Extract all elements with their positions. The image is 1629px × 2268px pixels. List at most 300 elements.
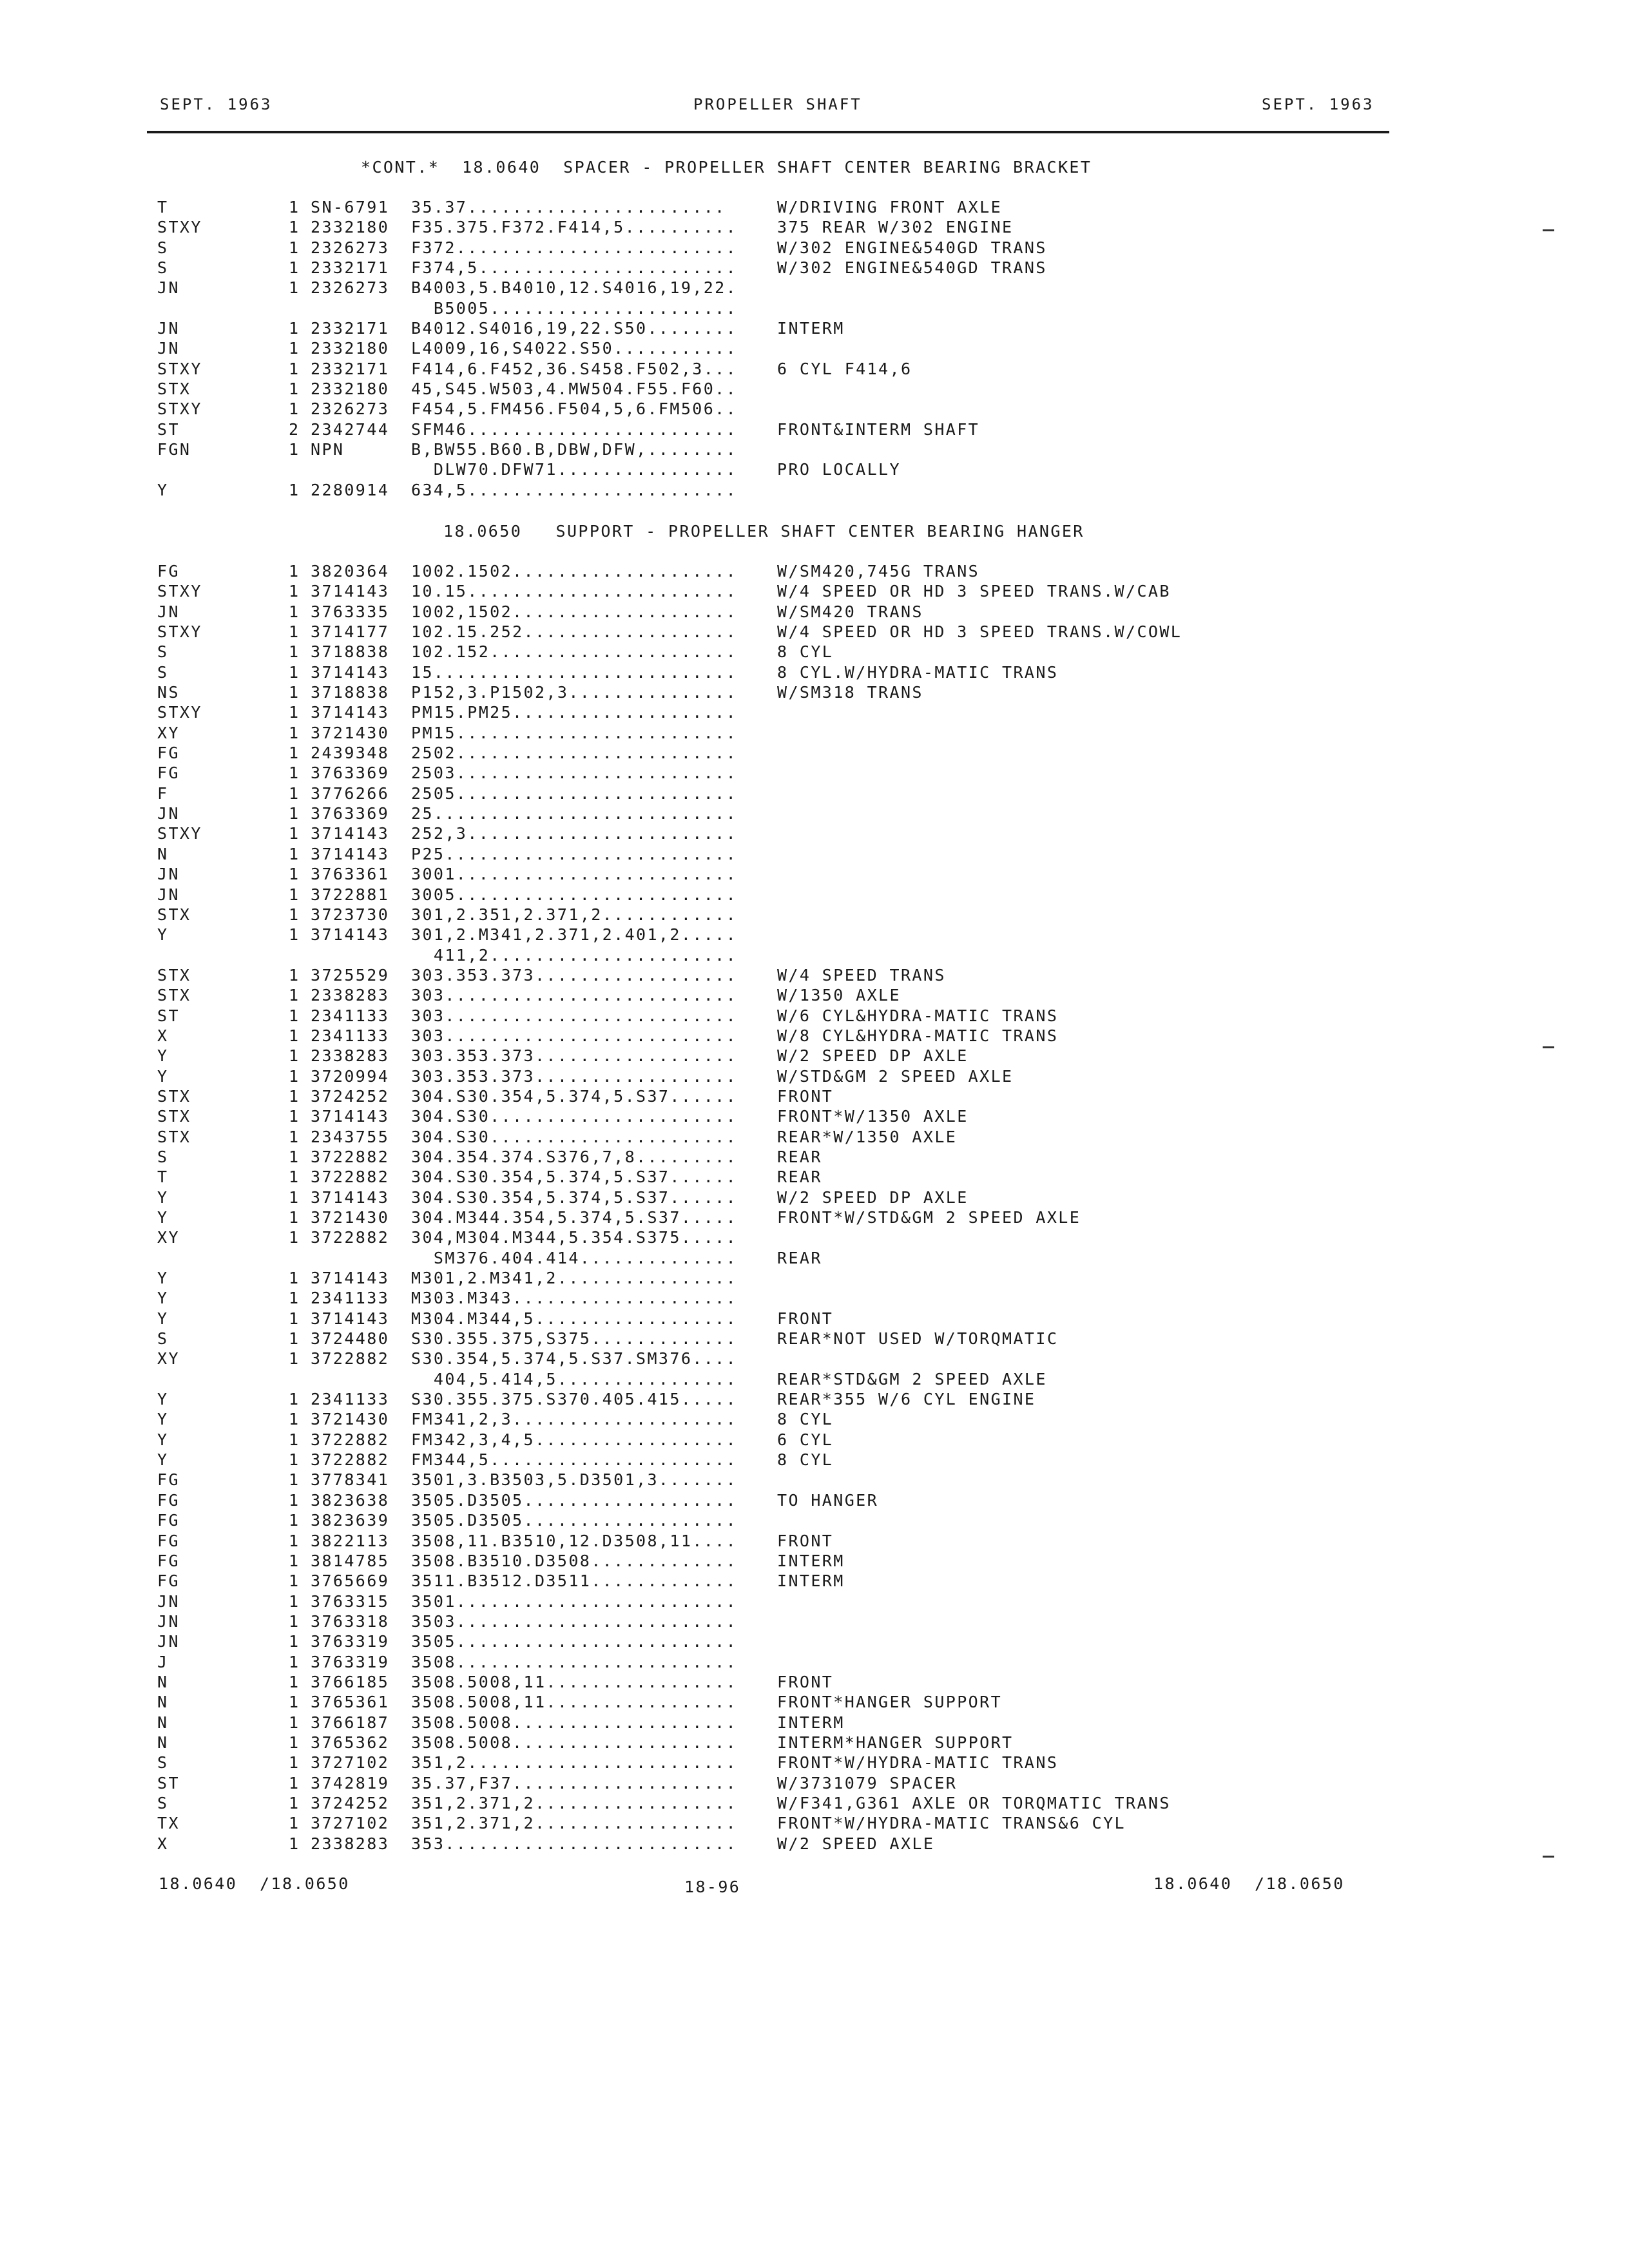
list-item (0, 1228, 1629, 1248)
list-item (0, 1673, 1629, 1693)
list-item (0, 602, 1629, 622)
part-number: 2338283 (311, 1046, 390, 1066)
model-code: JN (157, 1591, 180, 1611)
quantity: 1 (289, 1107, 300, 1126)
quantity: 1 (289, 703, 300, 722)
description: 8 CYL.W/HYDRA-MATIC TRANS (777, 662, 1059, 682)
quantity: 1 (289, 359, 300, 378)
list-item (0, 1329, 1629, 1349)
part-number: 3763319 (311, 1632, 390, 1651)
application: FM344,5...................... (411, 1450, 738, 1470)
quantity: 1 (289, 1228, 300, 1247)
list-item (0, 966, 1629, 986)
description: W/STD&GM 2 SPEED AXLE (777, 1066, 1014, 1086)
application: 303.353.373.................. (411, 965, 738, 985)
list-item (0, 562, 1629, 582)
model-code: Y (157, 1450, 169, 1470)
model-code: ST (157, 419, 180, 439)
model-code: T (157, 198, 169, 216)
part-number: 3742819 (311, 1773, 390, 1792)
part-number: 3714143 (311, 1309, 390, 1328)
quantity: 1 (289, 844, 300, 863)
list-item (0, 1249, 1629, 1269)
application: 3508......................... (411, 1652, 738, 1671)
part-number: 3724252 (311, 1086, 390, 1106)
quantity: 1 (289, 339, 300, 358)
application: B5005...................... (411, 298, 738, 318)
model-code: S (157, 1329, 169, 1349)
description: 6 CYL (777, 1430, 834, 1449)
quantity: 1 (289, 1289, 300, 1308)
part-number: 3727102 (311, 1814, 390, 1833)
quantity: 1 (289, 1168, 300, 1187)
list-item (0, 1087, 1629, 1107)
model-code: FG (157, 1571, 180, 1591)
part-number: 2332180 (311, 218, 390, 237)
footer-section-left: 18.0640 /18.0650 (159, 1874, 350, 1893)
model-code: X (157, 1026, 169, 1045)
description: W/6 CYL&HYDRA-MATIC TRANS (777, 1006, 1059, 1025)
description: FRONT (777, 1086, 834, 1106)
application: 301,2.351,2.371,2............ (411, 905, 738, 924)
application: 3501,3.B3503,5.D3501,3....... (411, 1470, 738, 1490)
header-date-right: SEPT. 1963 (1262, 95, 1374, 113)
quantity: 1 (289, 925, 300, 945)
model-code: STXY (157, 824, 202, 843)
quantity: 1 (289, 319, 300, 338)
application: B,BW55.B60.B,DBW,DFW,........ (411, 440, 738, 459)
application: DLW70.DFW71................ (411, 460, 738, 479)
application: 1002,1502.................... (411, 602, 738, 621)
description: W/302 ENGINE&540GD TRANS (777, 258, 1047, 278)
list-item (0, 986, 1629, 1006)
quantity: 1 (289, 1026, 300, 1045)
header-date-left: SEPT. 1963 (160, 95, 273, 113)
application: 2502......................... (411, 744, 738, 763)
application: L4009,16,S4022.S50........... (411, 339, 738, 358)
quantity: 1 (289, 683, 300, 702)
section-title-18-0650: 18.0650 SUPPORT - PROPELLER SHAFT CENTER BEARING HANGER (443, 522, 1084, 541)
part-number: 2341133 (311, 1289, 390, 1308)
application: 3508.5008.................... (411, 1713, 738, 1732)
list-item (0, 1814, 1629, 1834)
model-code: N (157, 844, 169, 863)
list-item (0, 905, 1629, 925)
quantity: 1 (289, 1309, 300, 1328)
quantity: 1 (289, 662, 300, 682)
margin-mark (1543, 1046, 1554, 1048)
application: 3001......................... (411, 865, 738, 884)
model-code: Y (157, 1309, 169, 1328)
part-number: 3714143 (311, 844, 390, 863)
quantity: 1 (289, 399, 300, 419)
part-number: 2332171 (311, 359, 390, 378)
quantity: 1 (289, 1490, 300, 1510)
quantity: 1 (289, 258, 300, 278)
application: SM376.404.414.............. (411, 1248, 738, 1267)
application: 634,5........................ (411, 480, 738, 499)
application: 404,5.414,5................ (411, 1369, 738, 1389)
quantity: 1 (289, 1208, 300, 1227)
part-number: 3722882 (311, 1228, 390, 1247)
list-item (0, 460, 1629, 480)
application: 252,3........................ (411, 824, 738, 843)
quantity: 1 (289, 1531, 300, 1550)
model-code: STX (157, 986, 191, 1005)
application: FM341,2,3.................... (411, 1410, 738, 1429)
margin-mark (1543, 229, 1554, 231)
footer-page-number: 18-96 (684, 1878, 741, 1896)
quantity: 1 (289, 1834, 300, 1853)
list-item (0, 1410, 1629, 1430)
application: 3508.B3510.D3508............. (411, 1551, 738, 1570)
quantity: 1 (289, 965, 300, 985)
quantity: 1 (289, 562, 300, 581)
model-code: Y (157, 1289, 169, 1308)
quantity: 1 (289, 1046, 300, 1066)
list-item (0, 1390, 1629, 1410)
application: 102.152...................... (411, 642, 738, 662)
application: 301,2.M341,2.371,2.401,2..... (411, 925, 738, 945)
application: M301,2.M341,2................ (411, 1269, 738, 1288)
list-item (0, 1774, 1629, 1794)
model-code: FG (157, 562, 180, 581)
description: W/2 SPEED DP AXLE (777, 1046, 969, 1066)
model-code: ST (157, 1006, 180, 1025)
part-number: 3714143 (311, 703, 390, 722)
application: 351,2.371,2.................. (411, 1814, 738, 1833)
list-item (0, 1571, 1629, 1591)
part-number: 2338283 (311, 1834, 390, 1853)
list-item (0, 1511, 1629, 1531)
part-number: 3714177 (311, 622, 390, 642)
part-number: 3721430 (311, 1410, 390, 1429)
description: W/DRIVING FRONT AXLE (777, 198, 1003, 216)
model-code: Y (157, 1390, 169, 1409)
part-number: 2439348 (311, 744, 390, 763)
quantity: 1 (289, 986, 300, 1005)
list-item (0, 642, 1629, 662)
list-item (0, 420, 1629, 440)
description: W/4 SPEED TRANS (777, 965, 946, 985)
part-number: 3724252 (311, 1793, 390, 1812)
quantity: 1 (289, 1390, 300, 1409)
application: PM15.PM25.................... (411, 703, 738, 722)
model-code: S (157, 1147, 169, 1166)
list-item (0, 744, 1629, 764)
quantity: 1 (289, 440, 300, 459)
quantity: 1 (289, 1672, 300, 1691)
list-item (0, 1309, 1629, 1329)
model-code: Y (157, 1269, 169, 1288)
part-number: 3714143 (311, 925, 390, 945)
application: B4003,5.B4010,12.S4016,19,22. (411, 278, 738, 298)
quantity: 1 (289, 1693, 300, 1712)
application: F414,6.F452,36.S458.F502,3... (411, 359, 738, 378)
part-number: 3722882 (311, 1147, 390, 1166)
list-item (0, 440, 1629, 460)
list-item (0, 1532, 1629, 1552)
description: W/F341,G361 AXLE OR TORQMATIC TRANS (777, 1793, 1171, 1812)
description: W/SM420 TRANS (777, 602, 923, 621)
description: W/SM318 TRANS (777, 683, 923, 702)
application: 3505.D3505................... (411, 1490, 738, 1510)
model-code: Y (157, 1208, 169, 1227)
part-number: 2280914 (311, 480, 390, 499)
part-number: 2332180 (311, 339, 390, 358)
part-number: 3766187 (311, 1713, 390, 1732)
model-code: ST (157, 1773, 180, 1792)
application: 35.37....................... (411, 198, 726, 216)
part-number: 3763319 (311, 1652, 390, 1671)
quantity: 1 (289, 480, 300, 499)
model-code: XY (157, 1349, 180, 1369)
application: 351,2.371,2.................. (411, 1793, 738, 1812)
application: SFM46........................ (411, 419, 738, 439)
list-item (0, 360, 1629, 380)
application: 1002.1502.................... (411, 562, 738, 581)
quantity: 1 (289, 1269, 300, 1288)
quantity: 1 (289, 198, 300, 216)
list-item (0, 724, 1629, 744)
part-number: 2342744 (311, 419, 390, 439)
model-code: Y (157, 480, 169, 499)
part-number: 3823638 (311, 1490, 390, 1510)
application: 411,2...................... (411, 945, 738, 965)
quantity: 1 (289, 1773, 300, 1792)
list-item (0, 663, 1629, 683)
model-code: NS (157, 683, 180, 702)
list-item (0, 1370, 1629, 1390)
quantity: 1 (289, 1187, 300, 1207)
part-number: 3714143 (311, 1107, 390, 1126)
description: 6 CYL F414,6 (777, 359, 912, 378)
list-item (0, 238, 1629, 258)
part-number: 3722882 (311, 1168, 390, 1187)
part-number: 2326273 (311, 278, 390, 298)
part-number: 3820364 (311, 562, 390, 581)
model-code: STX (157, 905, 191, 924)
quantity: 1 (289, 278, 300, 298)
part-number: 3721430 (311, 723, 390, 742)
description: REAR*STD&GM 2 SPEED AXLE (777, 1369, 1047, 1389)
application: 3505.D3505................... (411, 1511, 738, 1530)
part-number: 3718838 (311, 642, 390, 662)
model-code: FGN (157, 440, 191, 459)
description: W/SM420,745G TRANS (777, 562, 980, 581)
quantity: 1 (289, 1147, 300, 1166)
description: 8 CYL (777, 1410, 834, 1429)
list-item (0, 1188, 1629, 1208)
application: 3503......................... (411, 1611, 738, 1631)
description: W/4 SPEED OR HD 3 SPEED TRANS.W/CAB (777, 582, 1171, 601)
model-code: FG (157, 744, 180, 763)
quantity: 1 (289, 804, 300, 823)
list-item (0, 865, 1629, 885)
list-item (0, 1753, 1629, 1773)
part-number: 3725529 (311, 965, 390, 985)
application: 2505......................... (411, 783, 738, 803)
application: 102.15.252................... (411, 622, 738, 642)
quantity: 1 (289, 1611, 300, 1631)
quantity: 1 (289, 1551, 300, 1570)
list-item (0, 764, 1629, 783)
model-code: JN (157, 602, 180, 621)
application: 45,S45.W503,4.MW504.F55.F60.. (411, 380, 738, 399)
description: W/4 SPEED OR HD 3 SPEED TRANS.W/COWL (777, 622, 1182, 642)
list-item (0, 946, 1629, 966)
part-number: 3722882 (311, 1349, 390, 1369)
model-code: N (157, 1713, 169, 1732)
application: S30.354,5.374,5.S37.SM376.... (411, 1349, 738, 1369)
description: PRO LOCALLY (777, 460, 901, 479)
quantity: 1 (289, 1591, 300, 1611)
part-number: 3722882 (311, 1430, 390, 1449)
application: 10.15........................ (411, 582, 738, 601)
list-item (0, 1592, 1629, 1612)
application: 25........................... (411, 804, 738, 823)
part-number: SN-6791 (311, 198, 390, 216)
list-item (0, 1430, 1629, 1450)
list-item (0, 198, 1629, 218)
list-item (0, 1349, 1629, 1369)
list-item (0, 784, 1629, 804)
description: REAR*NOT USED W/TORQMATIC (777, 1329, 1059, 1349)
application: S30.355.375,S375............. (411, 1329, 738, 1349)
description: REAR*W/1350 AXLE (777, 1127, 958, 1146)
part-number: 3766185 (311, 1672, 390, 1691)
list-item (0, 380, 1629, 399)
list-item (0, 1168, 1629, 1187)
part-number: 3814785 (311, 1551, 390, 1570)
application: 2503......................... (411, 764, 738, 783)
quantity: 1 (289, 622, 300, 642)
list-item (0, 299, 1629, 319)
model-code: S (157, 642, 169, 662)
application: PM15......................... (411, 723, 738, 742)
description: FRONT*W/HYDRA-MATIC TRANS&6 CYL (777, 1814, 1126, 1833)
model-code: JN (157, 804, 180, 823)
quantity: 1 (289, 238, 300, 257)
model-code: N (157, 1693, 169, 1712)
application: F35.375.F372.F414,5.......... (411, 218, 738, 237)
model-code: FG (157, 1490, 180, 1510)
list-item (0, 1289, 1629, 1309)
part-number: 3823639 (311, 1511, 390, 1530)
quantity: 1 (289, 885, 300, 904)
part-number: 2332171 (311, 258, 390, 278)
quantity: 1 (289, 824, 300, 843)
parts-list-18-0640 (0, 198, 1629, 501)
application: 3508.5008,11................. (411, 1693, 738, 1712)
application: P25.......................... (411, 844, 738, 863)
quantity: 1 (289, 1571, 300, 1591)
part-number: 3763335 (311, 602, 390, 621)
description: FRONT*W/STD&GM 2 SPEED AXLE (777, 1208, 1081, 1227)
list-item (0, 1067, 1629, 1087)
application: 3511.B3512.D3511............. (411, 1571, 738, 1591)
list-item (0, 1208, 1629, 1228)
quantity: 1 (289, 1086, 300, 1106)
model-code: XY (157, 1228, 180, 1247)
application: 15........................... (411, 662, 738, 682)
description: INTERM (777, 1551, 845, 1570)
model-code: STXY (157, 359, 202, 378)
list-item (0, 925, 1629, 945)
list-item (0, 1713, 1629, 1733)
application: S30.355.375.S370.405.415..... (411, 1390, 738, 1409)
model-code: S (157, 238, 169, 257)
description: FRONT (777, 1309, 834, 1328)
part-number: 3763318 (311, 1611, 390, 1631)
description: INTERM (777, 1713, 845, 1732)
model-code: JN (157, 885, 180, 904)
header-title: PROPELLER SHAFT (693, 95, 862, 113)
model-code: S (157, 1793, 169, 1812)
application: F374,5....................... (411, 258, 738, 278)
quantity: 1 (289, 1127, 300, 1146)
part-number: 3776266 (311, 783, 390, 803)
list-item (0, 399, 1629, 419)
list-item (0, 481, 1629, 501)
model-code: J (157, 1652, 169, 1671)
quantity: 1 (289, 1511, 300, 1530)
part-number: 3723730 (311, 905, 390, 924)
application: 303.353.373.................. (411, 1046, 738, 1066)
list-item (0, 1450, 1629, 1470)
part-number: 3763369 (311, 804, 390, 823)
list-item (0, 1107, 1629, 1127)
quantity: 1 (289, 582, 300, 601)
quantity: 1 (289, 1814, 300, 1833)
model-code: STX (157, 1086, 191, 1106)
description: FRONT (777, 1672, 834, 1691)
model-code: T (157, 1168, 169, 1187)
part-number: 2326273 (311, 399, 390, 419)
part-number: 3722882 (311, 1450, 390, 1470)
application: 304,M304.M344,5.354.S375..... (411, 1228, 738, 1247)
list-item (0, 1653, 1629, 1673)
application: 35.37,F37.................... (411, 1773, 738, 1792)
quantity: 1 (289, 602, 300, 621)
part-number: 3714143 (311, 824, 390, 843)
part-number: 2332180 (311, 380, 390, 399)
quantity: 1 (289, 1793, 300, 1812)
model-code: JN (157, 1632, 180, 1651)
part-number: 2341133 (311, 1006, 390, 1025)
application: 353.......................... (411, 1834, 738, 1853)
application: 351,2........................ (411, 1753, 738, 1773)
model-code: Y (157, 1066, 169, 1086)
model-code: FG (157, 1470, 180, 1490)
model-code: JN (157, 1611, 180, 1631)
model-code: S (157, 258, 169, 278)
quantity: 1 (289, 1329, 300, 1349)
list-item (0, 804, 1629, 824)
part-number: 3720994 (311, 1066, 390, 1086)
quantity: 1 (289, 380, 300, 399)
list-item (0, 1491, 1629, 1511)
part-number: 3714143 (311, 662, 390, 682)
quantity: 1 (289, 1430, 300, 1449)
list-item (0, 1693, 1629, 1713)
model-code: Y (157, 925, 169, 945)
part-number: 2338283 (311, 986, 390, 1005)
part-number: 2341133 (311, 1026, 390, 1045)
list-item (0, 218, 1629, 238)
list-item (0, 258, 1629, 278)
model-code: X (157, 1834, 169, 1853)
